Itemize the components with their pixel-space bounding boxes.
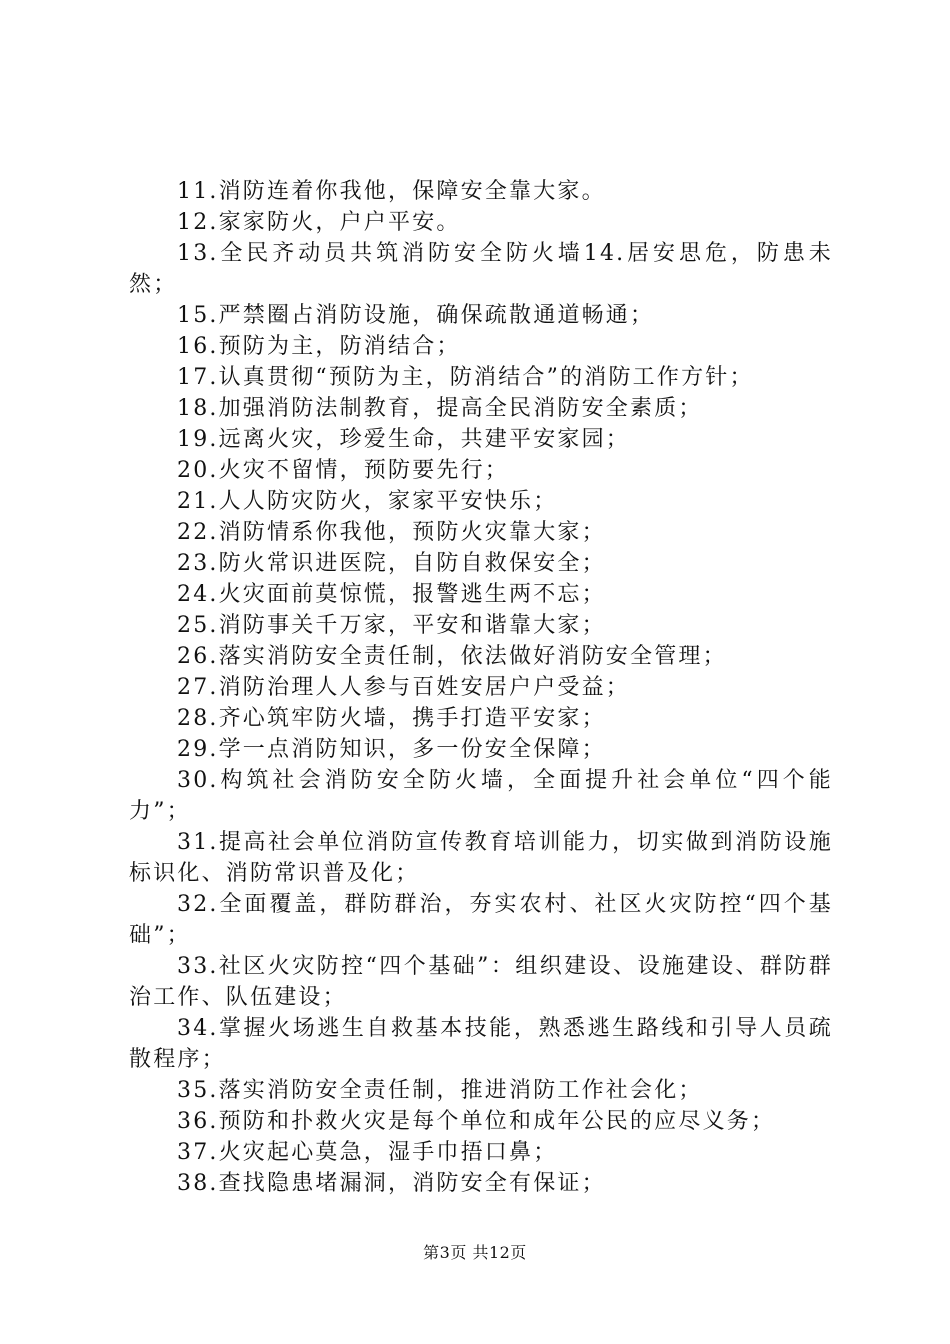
list-item: 31.提高社会单位消防宣传教育培训能力，切实做到消防设施标识化、消防常识普及化； — [129, 830, 833, 886]
list-item: 16.预防为主，防消结合； — [177, 334, 461, 359]
list-item: 32.全面覆盖，群防群治，夯实农村、社区火灾防控“四个基础”； — [129, 892, 833, 948]
list-item: 18.加强消防法制教育，提高全民消防安全素质； — [177, 396, 703, 421]
list-item: 37.火灾起心莫急，湿手巾捂口鼻； — [177, 1140, 558, 1165]
list-item: 27.消防治理人人参与百姓安居户户受益； — [177, 675, 630, 700]
page-footer: 第3页 共12页 — [423, 1243, 527, 1262]
list-item: 17.认真贯彻“预防为主，防消结合”的消防工作方针； — [177, 365, 754, 390]
list-item: 25.消防事关千万家，平安和谐靠大家； — [177, 613, 606, 638]
list-item: 21.人人防灾防火，家家平安快乐； — [177, 489, 558, 514]
list-item: 26.落实消防安全责任制，依法做好消防安全管理； — [177, 644, 727, 669]
list-item: 36.预防和扑救火灾是每个单位和成年公民的应尽义务； — [177, 1109, 776, 1134]
list-item: 38.查找隐患堵漏洞，消防安全有保证； — [177, 1171, 606, 1196]
list-item: 30.构筑社会消防安全防火墙，全面提升社会单位“四个能力”； — [129, 768, 833, 824]
list-item: 19.远离火灾，珍爱生命，共建平安家园； — [177, 427, 630, 452]
list-item: 23.防火常识进医院，自防自救保安全； — [177, 551, 606, 576]
list-item: 20.火灾不留情，预防要先行； — [177, 458, 509, 483]
list-item: 35.落实消防安全责任制，推进消防工作社会化； — [177, 1078, 703, 1103]
slogan-list — [129, 176, 833, 1199]
list-item: 22.消防情系你我他，预防火灾靠大家； — [177, 520, 606, 545]
list-item: 33.社区火灾防控“四个基础”：组织建设、设施建设、群防群治工作、队伍建设； — [129, 954, 833, 1010]
list-item: 15.严禁圈占消防设施，确保疏散通道畅通； — [177, 303, 655, 328]
list-item: 24.火灾面前莫惊慌，报警逃生两不忘； — [177, 582, 606, 607]
list-item: 29.学一点消防知识，多一份安全保障； — [177, 737, 606, 762]
list-item: 28.齐心筑牢防火墙，携手打造平安家； — [177, 706, 606, 731]
list-item: 11.消防连着你我他，保障安全靠大家。 — [177, 179, 606, 204]
list-item: 13.全民齐动员共筑消防安全防火墙14.居安思危，防患未然； — [129, 241, 833, 297]
list-item: 34.掌握火场逃生自救基本技能，熟悉逃生路线和引导人员疏散程序； — [129, 1016, 833, 1072]
list-item: 12.家家防火，户户平安。 — [177, 210, 461, 235]
